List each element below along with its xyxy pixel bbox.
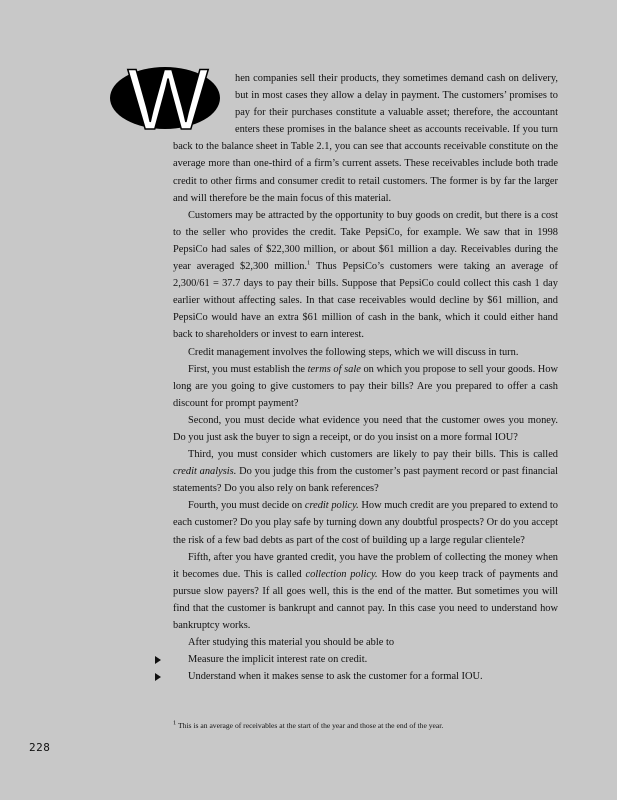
body-text [173,70,558,685]
page-number: 228 [29,741,51,754]
footnote-ref: 1 [307,259,311,267]
paragraph-pepsico: Customers may be attracted by the opportunity to buy goods on credit, but there is a cost to the seller who provides the credit. Take PepsiCo, for example. We saw that in 1998 PepsiCo had sales of $22,300 million, or about $61 million a day. Receivables during the year averaged $2,300 million.$^1$ Thus PepsiCo’s customers were taking an average of 2,300/61 = 37.7 days to pay their bills. Suppose that PepsiCo could collect this cash 1 day earlier without affecting sales. In that case receivables would decline by $61 million, and PepsiCo would have an extra $61 million of cash in the bank, which it could either hand back to shareholders or invest to earn interest. [173,209,559,341]
bullet-triangle-icon [155,656,161,664]
paragraph-steps: Credit management involves the following steps, which we will discuss in turn. [188,346,519,358]
list-item: Measure the implicit interest rate on credit. [173,651,558,668]
paragraph-credit-policy: Fourth, you must decide on credit policy. How much credit are you prepared to extend to each customer? Do you play safe by turning down any doubtful prospects? Or do you accept the risk of a few bad debts as part of the cost of building up a large regular clientele? [173,500,558,546]
dropcap-letter: W [127,60,209,140]
paragraph-intro: hen companies sell their products, they sometimes demand cash on delivery, but in most cases they allow a delay in payment. The customers’ promises to pay for their purchases constitute a valuable asset; therefore, the accountant enters these promises in the balance sheet as accounts receivable. If you turn back to the balance sheet in Table 2.1, you can see that accounts receivable constitute on the average more than one-third of a firm’s current assets. These receivables include both trade credit to other firms and consumer credit to retail customers. The former is by far the larger and will therefore be the main focus of this material. [173,73,558,204]
bullet-triangle-icon [155,673,161,681]
paragraph-collection-policy: Fifth, after you have granted credit, you have the problem of collecting the money when it becomes due. This is called collection policy. How do you keep track of payments and pursue slow payers? If all goes well, this is the end of the matter. But sometimes you will find that the customer is bankrupt and cannot pay. In this case you need to understand how bankruptcy works. [173,551,558,631]
footnote: $^1$ This is an average of receivables at the start of the year and those at the end of the year. [173,719,444,730]
paragraph-terms-of-sale: First, you must establish the terms of sale on which you propose to sell your goods. How long are you going to give customers to pay their bills? Are you prepared to offer a cash discount for prompt payment? [173,363,558,409]
list-item: Understand when it makes sense to ask the customer for a formal IOU. [173,668,558,685]
objectives-list [173,651,558,685]
paragraph-objectives-intro: After studying this material you should be able to [188,637,395,649]
paragraph-credit-analysis: Third, you must consider which customers are likely to pay their bills. This is called credit analysis. Do you judge this from the customer’s past payment record or past financial statements? Do you also rely on bank references? [173,449,558,495]
paragraph-evidence: Second, you must decide what evidence you need that the customer owes you money. Do you just ask the buyer to sign a receipt, or do you insist on a more formal IOU? [173,414,558,443]
